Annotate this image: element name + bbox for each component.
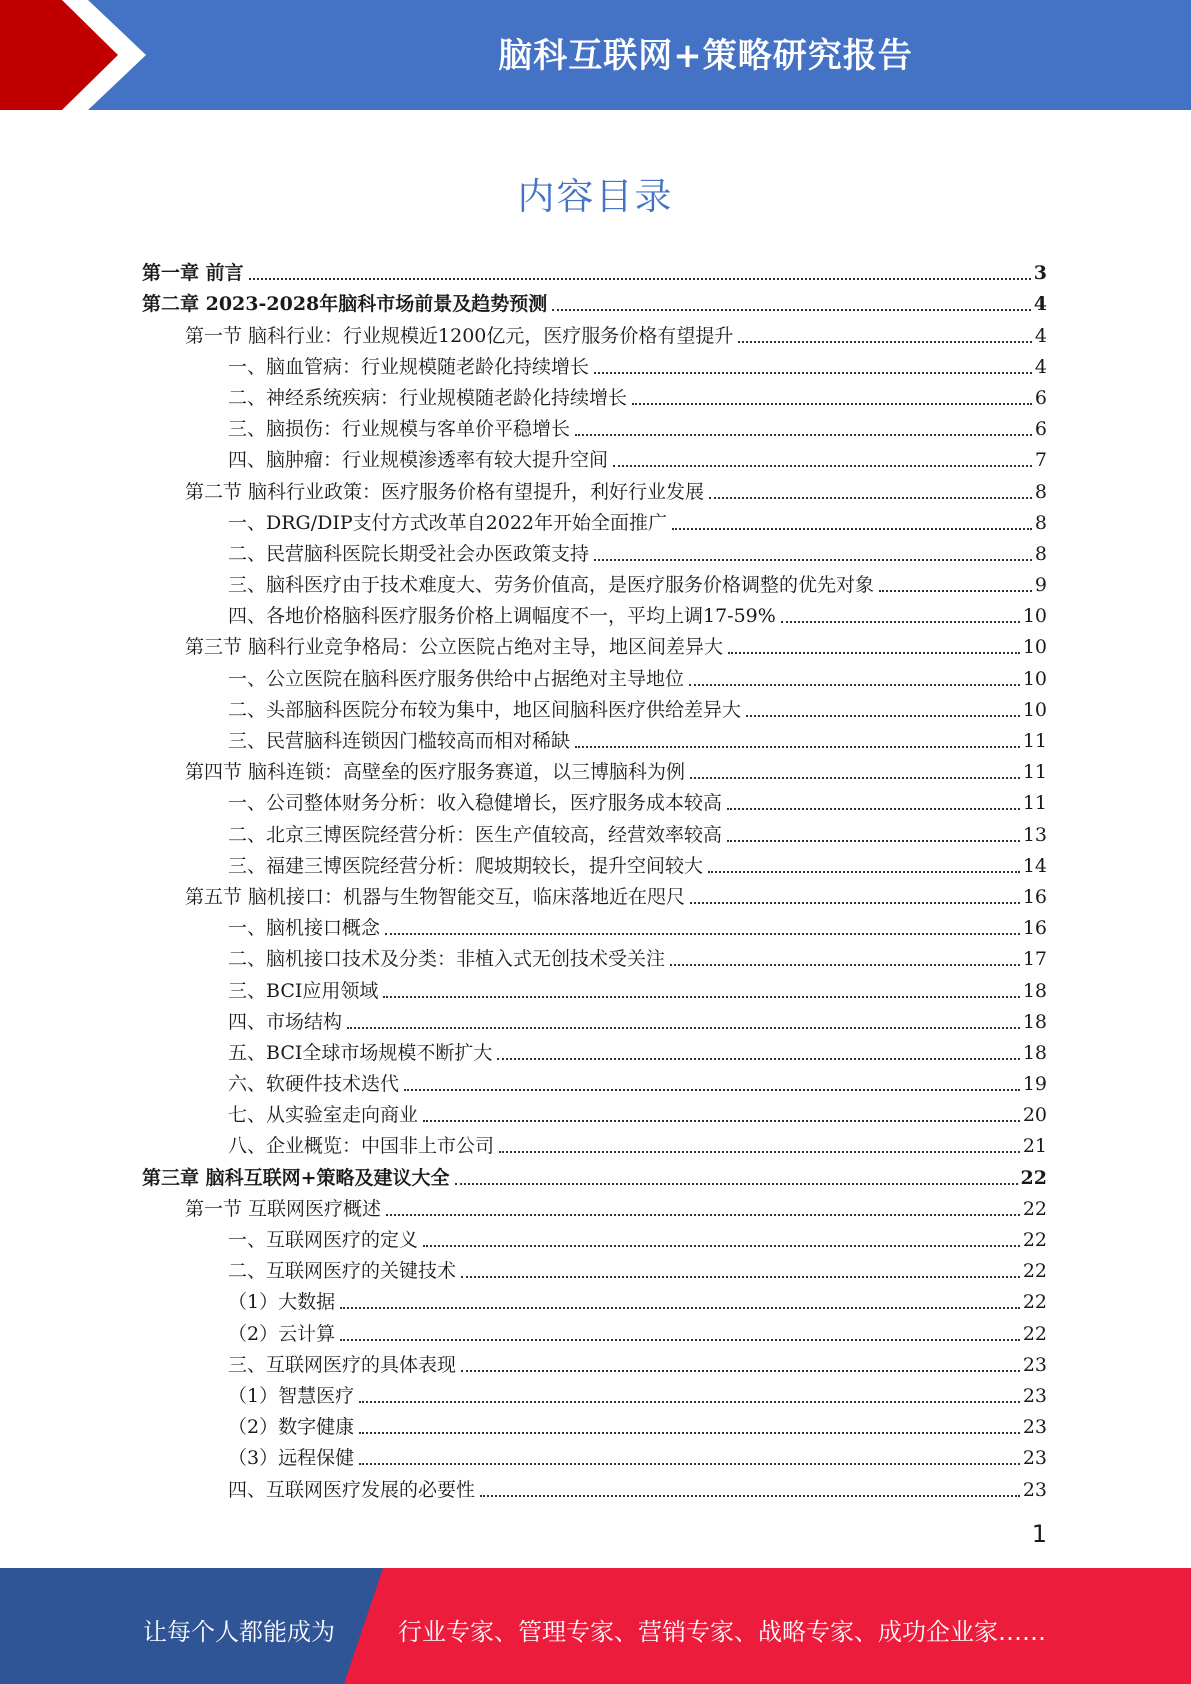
toc-entry-text: 八、企业概览：中国非上市公司 (228, 1135, 495, 1158)
toc-entry[interactable] (142, 504, 1047, 535)
toc-dot-leader (340, 1338, 1020, 1341)
toc-entry-text: 三、互联网医疗的具体表现 (228, 1353, 457, 1376)
toc-dot-leader (404, 1088, 1020, 1091)
toc-dot-leader (455, 1182, 1018, 1185)
toc-entry[interactable] (142, 1096, 1047, 1127)
toc-entry-text: （3）远程保健 (228, 1447, 355, 1470)
toc-entry-text: 五、BCI全球市场规模不断扩大 (228, 1041, 493, 1064)
toc-dot-leader (385, 932, 1020, 935)
toc-entry[interactable] (142, 691, 1047, 722)
toc-entry[interactable] (142, 379, 1047, 410)
footer-banner (0, 1568, 1191, 1684)
toc-dot-leader (727, 807, 1020, 810)
footer-slogan-right: 行业专家、管理专家、营销专家、战略专家、成功企业家…… (398, 1618, 1046, 1646)
toc-entry[interactable] (142, 1283, 1047, 1314)
toc-entry[interactable] (142, 1377, 1047, 1408)
toc-entry-text: 七、从实验室走向商业 (228, 1104, 419, 1127)
toc-entry[interactable] (142, 784, 1047, 815)
toc-dot-leader (575, 745, 1020, 748)
toc-entry-page: 10 (1022, 698, 1047, 721)
toc-entry-page: 17 (1022, 948, 1047, 971)
toc-dot-leader (423, 1119, 1020, 1122)
toc-entry-page: 22 (1022, 1229, 1047, 1251)
toc-dot-leader (552, 308, 1031, 311)
toc-entry-text: 一、公立医院在脑科医疗服务供给中占据绝对主导地位 (228, 667, 685, 690)
toc-entry-page: 10 (1022, 636, 1047, 659)
toc-dot-leader (690, 776, 1020, 779)
toc-dot-leader (879, 589, 1032, 592)
toc-entry-page: 6 (1034, 386, 1047, 409)
toc-dot-leader (423, 1244, 1020, 1247)
toc-entry[interactable] (142, 753, 1047, 784)
toc-dot-leader (347, 1026, 1020, 1029)
toc-entry[interactable] (142, 909, 1047, 940)
toc-entry-text: 二、头部脑科医院分布较为集中，地区间脑科医疗供给差异大 (228, 698, 742, 721)
toc-entry-text: 第二节 脑科行业政策：医疗服务价格有望提升，利好行业发展 (185, 480, 705, 503)
toc-entry-page: 23 (1022, 1384, 1047, 1407)
toc-entry-page: 18 (1022, 1010, 1047, 1033)
toc-dot-leader (738, 340, 1032, 343)
toc-entry-text: 四、脑肿瘤：行业规模渗透率有较大提升空间 (228, 449, 609, 472)
toc-entry[interactable] (142, 940, 1047, 971)
toc-dot-leader (499, 1150, 1020, 1153)
toc-entry-text: 第一节 互联网医疗概述 (185, 1197, 382, 1220)
toc-dot-leader (575, 433, 1032, 436)
toc-entry[interactable] (142, 1346, 1047, 1377)
toc-entry-text: 第五节 脑机接口：机器与生物智能交互，临床落地近在咫尺 (185, 885, 686, 908)
toc-entry-page: 22 (1020, 1166, 1047, 1189)
toc-entry-page: 22 (1022, 1322, 1047, 1345)
toc-entry-page: 22 (1022, 1197, 1047, 1220)
toc-entry[interactable] (142, 1127, 1047, 1158)
toc-dot-leader (359, 1462, 1020, 1465)
toc-entry[interactable] (142, 1034, 1047, 1065)
toc-entry[interactable] (142, 1408, 1047, 1439)
toc-dot-leader (746, 714, 1020, 717)
toc-dot-leader (461, 1275, 1020, 1278)
toc-entry[interactable] (142, 535, 1047, 566)
toc-entry[interactable] (142, 1252, 1047, 1283)
toc-entry[interactable] (142, 971, 1047, 1002)
toc-entry-text: 第一章 前言 (142, 262, 244, 285)
toc-entry-page: 19 (1022, 1073, 1047, 1096)
toc-entry-page: 4 (1033, 293, 1047, 316)
toc-dot-leader (497, 1057, 1019, 1060)
toc-dot-leader (461, 1369, 1020, 1372)
toc-entry-text: 第四节 脑科连锁：高壁垒的医疗服务赛道，以三博脑科为例 (185, 761, 686, 784)
toc-dot-leader (613, 464, 1032, 467)
toc-entry-text: 第三节 脑科行业竞争格局：公立医院占绝对主导，地区间差异大 (185, 636, 724, 659)
toc-entry-text: 一、脑血管病：行业规模随老龄化持续增长 (228, 355, 590, 378)
toc-entry-text: 第二章 2023-2028年脑科市场前景及趋势预测 (142, 293, 548, 316)
toc-entry-page: 4 (1034, 355, 1047, 378)
toc-entry-page: 16 (1022, 917, 1047, 940)
report-title: 脑科互联网+策略研究报告 (498, 36, 913, 76)
toc-entry[interactable] (142, 815, 1047, 846)
page-number: 1 (1031, 1520, 1047, 1548)
toc-entry-text: 六、软硬件技术迭代 (228, 1073, 400, 1096)
toc-dot-leader (708, 870, 1020, 873)
footer-slogan-left: 让每个人都能成为 (143, 1618, 335, 1646)
toc-dot-leader (728, 651, 1020, 654)
toc-dot-leader (480, 1494, 1020, 1497)
toc-entry-text: 一、DRG/DIP支付方式改革自2022年开始全面推广 (228, 511, 667, 534)
toc-entry-page: 4 (1034, 324, 1047, 347)
toc-entry-text: 三、脑科医疗由于技术难度大、劳务价值高，是医疗服务价格调整的优先对象 (228, 574, 875, 597)
toc-entry[interactable] (142, 1190, 1047, 1221)
toc-heading: 内容目录 (517, 175, 674, 218)
toc-entry[interactable] (142, 597, 1047, 628)
toc-entry-page: 11 (1022, 761, 1047, 784)
toc-entry-page: 10 (1022, 605, 1047, 628)
toc-entry-page: 22 (1022, 1260, 1047, 1283)
toc-entry[interactable] (142, 722, 1047, 753)
toc-entry-text: 四、市场结构 (228, 1010, 343, 1033)
toc-dot-leader (594, 558, 1032, 561)
toc-entry-text: （1）智慧医疗 (228, 1384, 355, 1407)
toc-entry-page: 23 (1022, 1478, 1047, 1501)
header-banner (0, 0, 1191, 110)
toc-entry-page: 6 (1034, 418, 1047, 441)
toc-dot-leader (383, 995, 1019, 998)
toc-entry-page: 23 (1022, 1416, 1047, 1439)
toc-entry[interactable] (142, 472, 1047, 503)
toc-entry-page: 9 (1034, 574, 1047, 597)
toc-entry[interactable] (142, 285, 1047, 316)
toc-dot-leader (340, 1306, 1020, 1309)
toc-entry[interactable] (142, 410, 1047, 441)
toc-dot-leader (727, 839, 1020, 842)
toc-entry[interactable] (142, 1003, 1047, 1034)
toc-entry[interactable] (142, 348, 1047, 379)
toc-entry-text: 四、各地价格脑科医疗服务价格上调幅度不一，平均上调17-59% (228, 605, 776, 628)
toc-entry-page: 16 (1022, 885, 1047, 908)
toc-entry-page: 20 (1022, 1104, 1047, 1127)
toc-dot-leader (670, 963, 1020, 966)
toc-entry[interactable] (142, 1158, 1047, 1189)
toc-entry-text: （1）大数据 (228, 1291, 336, 1314)
toc-dot-leader (781, 620, 1020, 623)
toc-entry-text: 二、北京三博医院经营分析：医生产值较高，经营效率较高 (228, 823, 723, 846)
toc-entry-text: 四、互联网医疗发展的必要性 (228, 1478, 476, 1501)
toc-entry[interactable] (142, 847, 1047, 878)
toc-entry-page: 10 (1022, 667, 1047, 690)
toc-entry-text: 第一节 脑科行业：行业规模近1200亿元，医疗服务价格有望提升 (185, 324, 734, 347)
toc-dot-leader (690, 901, 1020, 904)
toc-dot-leader (709, 496, 1032, 499)
toc-dot-leader (594, 371, 1032, 374)
table-of-contents (142, 254, 1047, 1502)
toc-dot-leader (386, 1213, 1020, 1216)
toc-entry-text: 一、公司整体财务分析：收入稳健增长，医疗服务成本较高 (228, 792, 723, 815)
toc-entry[interactable] (142, 1439, 1047, 1470)
toc-entry[interactable] (142, 1470, 1047, 1501)
toc-entry-text: 三、民营脑科连锁因门槛较高而相对稀缺 (228, 730, 571, 752)
toc-entry-page: 8 (1034, 480, 1047, 503)
toc-entry-page: 8 (1034, 542, 1047, 565)
toc-entry[interactable] (142, 316, 1047, 347)
toc-entry-page: 14 (1022, 854, 1047, 877)
toc-dot-leader (359, 1400, 1020, 1403)
toc-entry-text: 二、神经系统疾病：行业规模随老龄化持续增长 (228, 386, 628, 409)
toc-dot-leader (632, 402, 1032, 405)
toc-dot-leader (249, 277, 1031, 280)
toc-dot-leader (672, 527, 1032, 530)
toc-entry-page: 11 (1022, 792, 1047, 815)
toc-entry-page: 18 (1022, 1041, 1047, 1064)
toc-entry-page: 21 (1022, 1135, 1047, 1158)
toc-entry-page: 11 (1022, 730, 1047, 752)
toc-entry-page: 18 (1022, 979, 1047, 1002)
toc-entry-page: 3 (1033, 262, 1047, 285)
toc-entry[interactable] (142, 441, 1047, 472)
toc-entry[interactable] (142, 659, 1047, 690)
toc-entry-page: 8 (1034, 511, 1047, 534)
toc-entry[interactable] (142, 1314, 1047, 1345)
toc-entry-page: 23 (1022, 1447, 1047, 1470)
toc-entry-page: 13 (1022, 823, 1047, 846)
toc-entry-text: 一、互联网医疗的定义 (228, 1229, 419, 1251)
toc-entry[interactable] (142, 254, 1047, 285)
toc-entry[interactable] (142, 1221, 1047, 1252)
toc-entry[interactable] (142, 566, 1047, 597)
toc-entry-page: 23 (1022, 1353, 1047, 1376)
toc-entry-text: 第三章 脑科互联网+策略及建议大全 (142, 1166, 450, 1189)
toc-entry[interactable] (142, 878, 1047, 909)
toc-entry-text: （2）数字健康 (228, 1416, 355, 1439)
toc-entry-text: 二、互联网医疗的关键技术 (228, 1260, 457, 1283)
toc-entry-text: 二、民营脑科医院长期受社会办医政策支持 (228, 542, 590, 565)
toc-entry-text: 一、脑机接口概念 (228, 917, 381, 940)
toc-entry-text: 二、脑机接口技术及分类：非植入式无创技术受关注 (228, 948, 666, 971)
toc-entry-text: 三、BCI应用领域 (228, 979, 379, 1002)
toc-entry-page: 22 (1022, 1291, 1047, 1314)
toc-dot-leader (689, 683, 1020, 686)
toc-entry-text: 三、脑损伤：行业规模与客单价平稳增长 (228, 418, 571, 441)
toc-entry[interactable] (142, 628, 1047, 659)
toc-entry[interactable] (142, 1065, 1047, 1096)
toc-dot-leader (359, 1431, 1020, 1434)
toc-entry-text: 三、福建三博医院经营分析：爬坡期较长，提升空间较大 (228, 854, 704, 877)
toc-entry-text: （2）云计算 (228, 1322, 336, 1345)
toc-entry-page: 7 (1034, 449, 1047, 472)
